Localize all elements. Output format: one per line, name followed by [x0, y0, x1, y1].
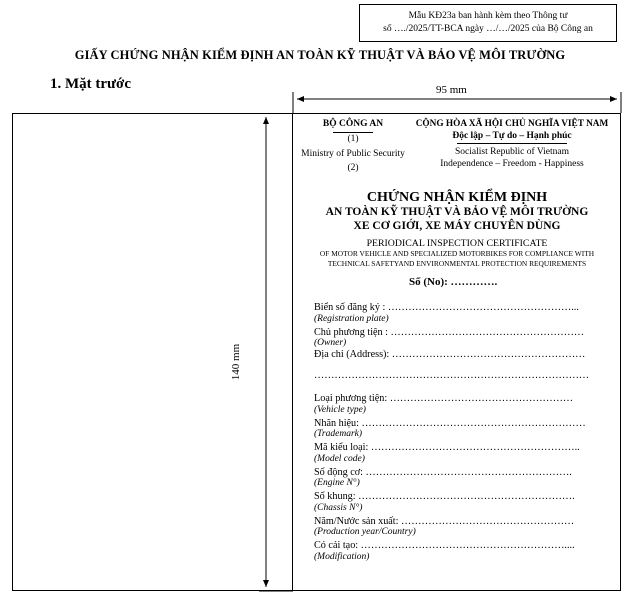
field-production-year: Năm/Nước sản xuất: ……………………………………………	[314, 515, 575, 527]
field-chassis-number: Số khung: ……………………………………………………….	[314, 491, 575, 502]
field-modification-en: (Modification)	[314, 551, 370, 562]
certificate-title: CHỨNG NHẬN KIỂM ĐỊNH	[366, 190, 548, 205]
certificate-title-en: PERIODICAL INSPECTION CERTIFICATE	[366, 238, 548, 249]
field-address-continued: ………………………………………………………………………	[314, 369, 590, 381]
ministry-number-2: (2)	[347, 163, 359, 173]
form-reference-line2: số …./2025/TT-BCA ngày …/…/2025 của Bộ Công an	[383, 24, 593, 34]
motto-underline	[457, 143, 567, 144]
field-production-year-en: (Production year/Country)	[314, 527, 416, 537]
form-reference-line1: Mẫu KĐ23a ban hành kèm theo Thông tư	[408, 11, 568, 21]
country-name-en: Socialist Republic of Vietnam	[454, 147, 570, 157]
motto: Độc lập – Tự do – Hạnh phúc	[452, 131, 572, 141]
ministry-header	[293, 118, 413, 174]
certificate-desc-en-2: TECHNICAL SAFETYAND ENVIRONMENTAL PROTECTION REQUIREMENTS	[327, 259, 587, 268]
field-modification: Có cải tạo: ……………………………………………………....	[314, 540, 575, 551]
field-engine-number-en: (Engine N°)	[314, 478, 360, 488]
field-model-code: Mã kiểu loại: ……………………………………………………..	[314, 442, 580, 453]
vehicle-fields	[314, 302, 614, 563]
document-title: GIẤY CHỨNG NHẬN KIỂM ĐỊNH AN TOÀN KỸ THUẬT VÀ BẢO VỆ MÔI TRƯỜNG	[74, 48, 566, 62]
certificate-subtitle-1: AN TOÀN KỸ THUẬT VÀ BẢO VỆ MÔI TRƯỜNG	[325, 206, 589, 218]
certificate-number: Số (No): ………….	[409, 276, 498, 288]
field-address: Địa chỉ (Address): …………………………………………………	[314, 349, 586, 360]
height-dimension-label: 140 mm	[230, 343, 243, 381]
ministry-name-en: Ministry of Public Security	[301, 149, 405, 159]
field-vehicle-type-en: (Vehicle type)	[314, 404, 366, 415]
country-header	[403, 118, 621, 170]
field-registration-plate: Biển số đăng ký : ………………………………………………...	[314, 302, 579, 313]
certificate-desc-en-1: OF MOTOR VEHICLE AND SPECIALIZED MOTORBIKES FOR COMPLIANCE WITH	[319, 249, 595, 258]
field-model-code-en: (Model code)	[314, 453, 365, 464]
field-registration-plate-en: (Registration plate)	[314, 313, 389, 324]
back-panel	[12, 113, 293, 591]
ministry-number: (1)	[347, 134, 359, 144]
field-vehicle-type: Loại phương tiện: ………………………………………………	[314, 393, 574, 404]
country-name: CỘNG HÒA XÃ HỘI CHỦ NGHĨA VIỆT NAM	[415, 119, 609, 129]
front-panel	[293, 113, 621, 591]
width-dimension-label: 95 mm	[436, 84, 467, 96]
field-owner: Chủ phương tiện : …………………………………………………	[314, 326, 585, 338]
certificate-subtitle-2: XE CƠ GIỚI, XE MÁY CHUYÊN DÙNG	[353, 220, 561, 232]
motto-en: Independence – Freedom - Happiness	[440, 159, 584, 169]
field-trademark-en: (Trademark)	[314, 429, 363, 439]
field-chassis-number-en: (Chassis N°)	[314, 502, 363, 513]
ministry-name: BỘ CÔNG AN	[322, 119, 384, 129]
field-owner-en: (Owner)	[314, 338, 347, 348]
section-label: 1. Mặt trước	[50, 76, 132, 92]
field-trademark: Nhãn hiệu: …………………………………………………………	[314, 417, 586, 429]
field-engine-number: Số động cơ: …………………………………………………….	[314, 466, 572, 478]
